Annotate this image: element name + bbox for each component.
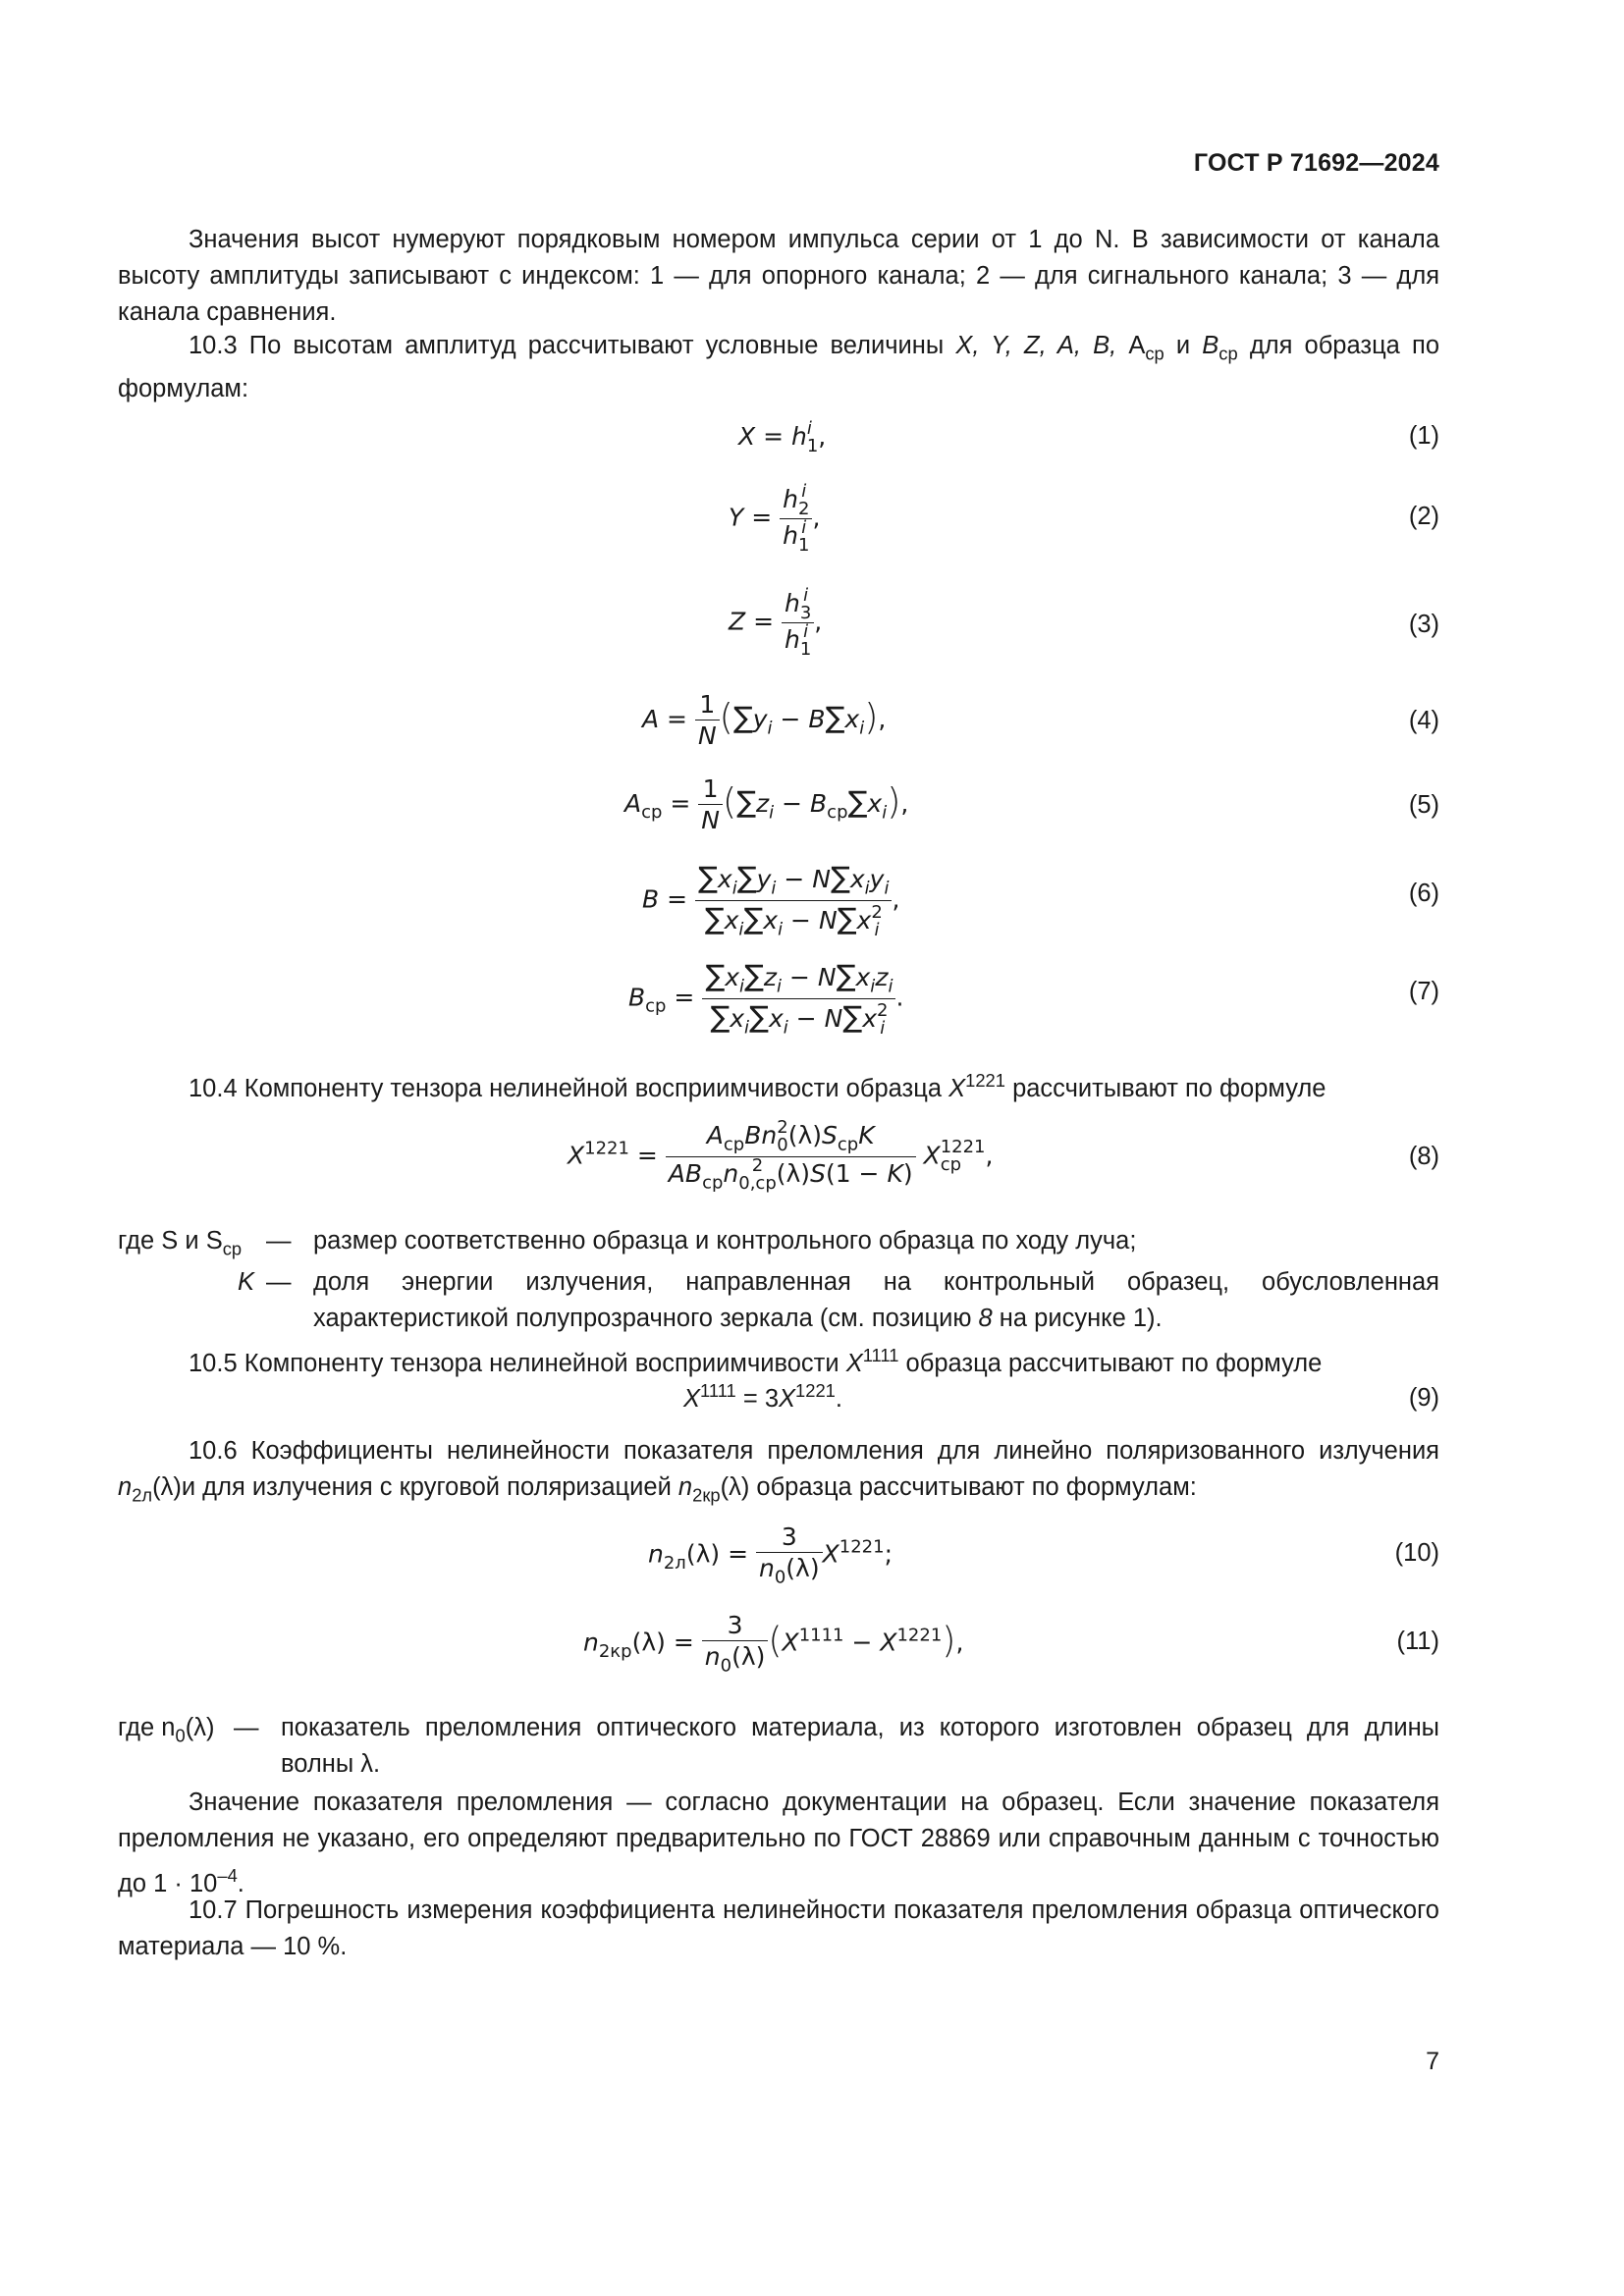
paragraph-refractive-index xyxy=(118,1785,1439,1902)
var-n: n xyxy=(118,1473,133,1501)
paragraph-10-7 xyxy=(118,1893,1439,1965)
equation-number-5: (5) xyxy=(1408,791,1439,819)
superscript: 1221 xyxy=(965,1070,1005,1091)
document-header: ГОСТ Р 71692—2024 xyxy=(1193,149,1439,177)
paragraph-text: Значения высот нумеруют порядковым номером импульса серии от 1 до N. В зависимости от канала высоту амплитуды записывают с индексом: 1 — для опорного канала; 2 — для сигнального канала; 3 — для канала сравнения. xyxy=(118,226,1439,326)
paragraph-10-3 xyxy=(118,328,1439,407)
conjunction: и xyxy=(1164,332,1203,359)
definition-term: где S и $S_{ср}$ xyxy=(118,1227,243,1259)
paragraph-text: для образца по формулам: xyxy=(118,332,1439,403)
paragraph-text: 10.3 По высотам амплитуд рассчитывают условные величины xyxy=(189,332,956,359)
paragraph-text: (λ) образца рассчитывают по формулам: xyxy=(720,1473,1197,1501)
paragraph-pulse-numbering xyxy=(118,222,1439,331)
paragraph-text: рассчитывают по формуле xyxy=(1004,1075,1326,1103)
superscript: 1111 xyxy=(862,1345,899,1365)
definition-dash: — xyxy=(266,1227,292,1255)
var-a: А xyxy=(1116,332,1146,359)
definition-dash: — xyxy=(234,1714,259,1741)
equation-number-8: (8) xyxy=(1408,1143,1439,1170)
var-x: X xyxy=(948,1075,966,1103)
paragraph-text: 10.4 Компоненту тензора нелинейной восприимчивости образца xyxy=(189,1075,949,1103)
definition-term: K xyxy=(238,1268,255,1296)
definition-term: где $n_0(\lambda)$ xyxy=(118,1714,215,1746)
formula-6: B = $\sum x_i\sum y_i - N\sum x_iy_i$ $\sum x_i\sum x_i - N\sum x$ 2 i , xyxy=(642,861,900,940)
paragraph-text: 10.5 Компоненту тензора нелинейной восприимчивости xyxy=(189,1350,846,1378)
formula-1: X = h i 1 , xyxy=(738,418,827,456)
formula-7: $B_{ср}$ = $\sum x_i\sum z_i - N\sum x_iz_i$ $\sum x_i\sum x_i - N\sum x$ 2 i . xyxy=(628,959,904,1039)
equation-number-7: (7) xyxy=(1408,978,1439,1005)
formula-5: $A_{ср}$ = $\frac{1}{N}$ $(\sum z_i - B_{ср}\sum x_i)$, xyxy=(624,774,909,835)
definition-text: размер соответственно образца и контрольного образца по ходу луча; xyxy=(313,1227,1137,1255)
formula-8: $X^{1221}$ = $A_{ср}Bn$ 2 0 $(\lambda)S_{ср}K$ $AB_{ср}n$ 2 0,ср (λ)S(1 − K) X 1221 ср , xyxy=(568,1117,994,1194)
var-x: X xyxy=(845,1350,863,1378)
subscript: ср xyxy=(1218,343,1238,364)
formula-11: $n_{2кр}(\lambda)$ = $\frac{3}{n_0(\lambda)}$ $(X^{1111} - X^{1221})$, xyxy=(583,1611,964,1677)
definition-text: доля энергии излучения, направленная на контрольный образец, обусловленная характеристикой полупрозрачного зеркала (см. позицию 8 на рисунке 1). xyxy=(313,1268,1439,1332)
equation-number-1: (1) xyxy=(1408,422,1439,450)
paragraph-text: 10.6 Коэффициенты нелинейности показателя преломления для линейно поляризованного излучения xyxy=(189,1437,1439,1465)
paragraph-text: Значение показателя преломления — согласно документации на образец. Если значение показателя преломления не указано, его определяют предварительно по ГОСТ 28869 или справочным данным с точностью до 1 · 10 xyxy=(118,1789,1439,1898)
variable-list: X, Y, Z, A, B, xyxy=(955,332,1117,359)
paragraph-10-4 xyxy=(118,1062,1439,1107)
page-number: 7 xyxy=(1426,2048,1439,2075)
subscript: ср xyxy=(1145,343,1164,364)
formula-10: $n_{2л}(\lambda)$ = $\frac{3}{n_0(\lambda)}$ $X^{1221}$; xyxy=(648,1522,893,1588)
formula-3: Z = h i 3 h i 1 , xyxy=(729,585,823,660)
equation-number-2: (2) xyxy=(1408,503,1439,530)
formula-2: Y = h i 2 h i 1 , xyxy=(729,481,821,556)
formula-9: $X^{1111} = 3X^{1221}$. xyxy=(683,1380,842,1414)
equation-number-9: (9) xyxy=(1408,1384,1439,1412)
equation-number-11: (11) xyxy=(1396,1628,1439,1655)
equation-number-3: (3) xyxy=(1408,611,1439,638)
var-b: B xyxy=(1202,332,1219,359)
equation-number-4: (4) xyxy=(1408,707,1439,734)
paragraph-text: 10.7 Погрешность измерения коэффициента нелинейности показателя преломления образца оптического материала — 10 %. xyxy=(118,1896,1439,1960)
subscript: 2кр xyxy=(692,1484,721,1506)
definition-dash: — xyxy=(266,1268,292,1296)
equation-number-6: (6) xyxy=(1408,880,1439,907)
paragraph-text: (λ)и для излучения с круговой поляризацией xyxy=(152,1473,678,1501)
equation-number-10: (10) xyxy=(1394,1539,1439,1567)
paragraph-text: . xyxy=(237,1870,244,1898)
formula-4: A = $\frac{1}{N}$ $(\sum y_i - B\sum x_i)$, xyxy=(642,690,887,751)
var-n: n xyxy=(677,1473,693,1501)
superscript: –4 xyxy=(217,1865,238,1886)
subscript: 2л xyxy=(132,1484,153,1506)
paragraph-10-5 xyxy=(118,1337,1439,1382)
paragraph-text: образца рассчитывают по формуле xyxy=(898,1350,1323,1378)
paragraph-10-6 xyxy=(118,1433,1439,1513)
definition-text: показатель преломления оптического материала, из которого изготовлен образец для длины волны λ. xyxy=(281,1714,1439,1778)
